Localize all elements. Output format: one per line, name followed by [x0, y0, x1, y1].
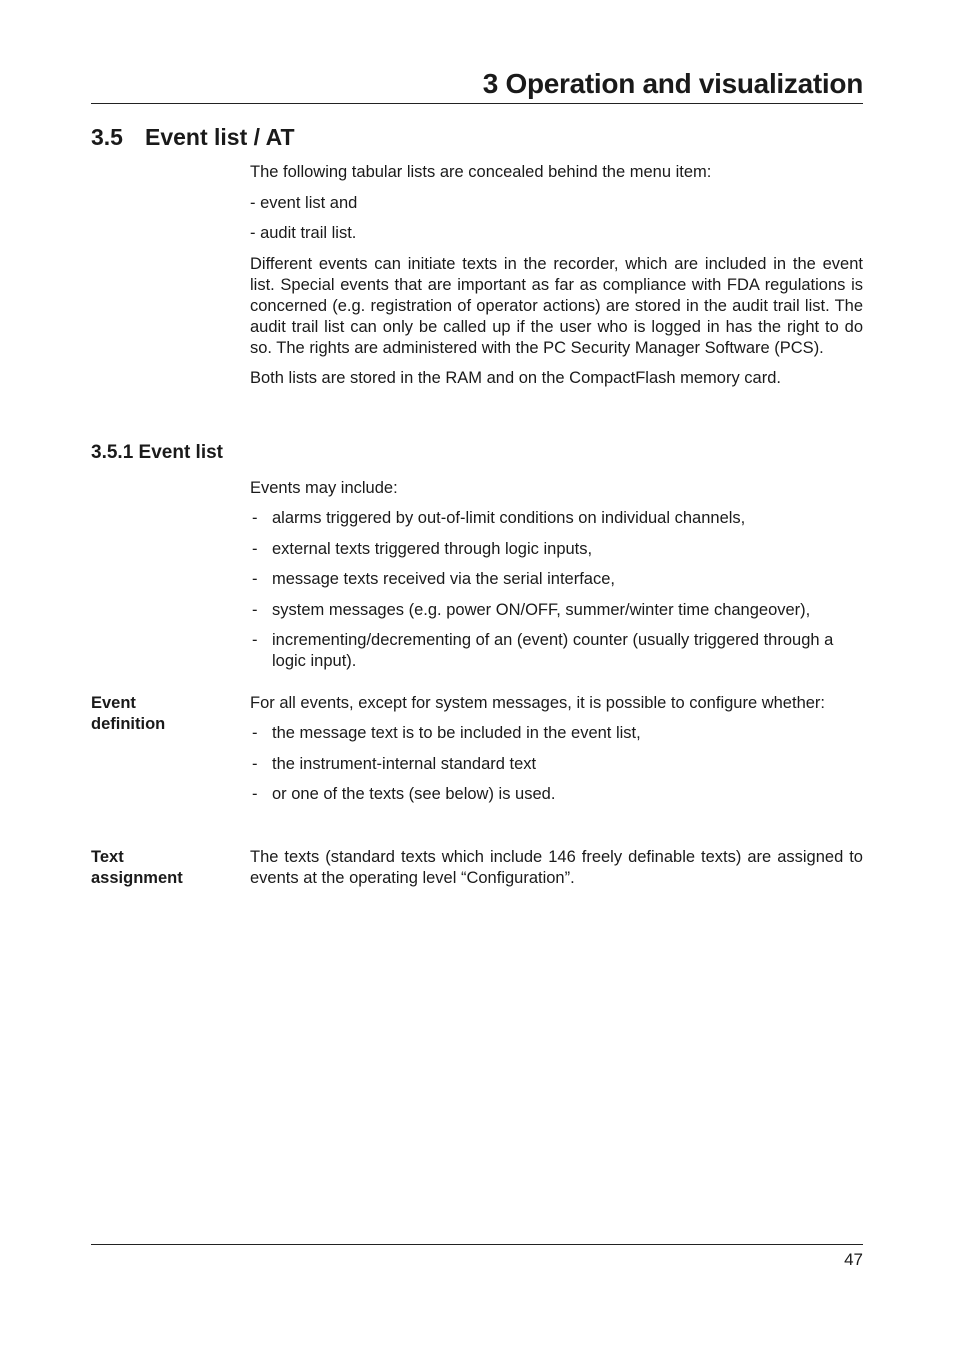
text-assignment-label: Text assignment [91, 848, 183, 887]
event-list-block [250, 478, 863, 672]
footer-divider [91, 1244, 863, 1245]
list-item: - external texts triggered through logic inputs, [250, 539, 863, 560]
section-intro-block [250, 162, 863, 389]
event-definition-label: Event definition [91, 694, 166, 733]
list-item: - message texts received via the serial interface, [250, 569, 863, 590]
paragraph: Different events can initiate texts in the recorder, which are included in the event list. Special events that are important as far as compliance with FDA regulations is concerned (e.g. registration of operator actions) are stored in the audit trail list. The audit trail list can only be called up if the user who is logged in has the right to do so. The rights are administered with the PC Security Manager Software (PCS). [250, 255, 863, 357]
event-definition-block [250, 693, 863, 805]
page-number: 47 [844, 1250, 863, 1269]
event-types-list [250, 508, 863, 672]
subsection-heading: 3.5.1 Event list [91, 442, 224, 463]
paragraph: Both lists are stored in the RAM and on the CompactFlash memory card. [250, 369, 781, 387]
list-item: - alarms triggered by out-of-limit conditions on individual channels, [250, 508, 863, 529]
section-title: Event list / AT [145, 124, 295, 150]
chapter-title: 3 Operation and visualization [482, 68, 863, 99]
header-divider [91, 103, 863, 104]
text-assignment-text: The texts (standard texts which include 146 freely definable texts) are assigned to events at the operating level “Configuration”. [250, 848, 863, 887]
subsection-intro: Events may include: [250, 479, 398, 497]
list-item: - or one of the texts (see below) is used. [250, 784, 863, 805]
list-item: - event list and [250, 194, 358, 212]
event-definition-text: For all events, except for system messages, it is possible to configure whether: [250, 694, 826, 712]
list-item: - incrementing/decrementing of an (event) counter (usually triggered through a logic input). [250, 630, 863, 672]
section-number: 3.5 [91, 124, 123, 150]
section-heading [91, 122, 295, 152]
list-item: - system messages (e.g. power ON/OFF, summer/winter time changeover), [250, 600, 863, 621]
list-item: - audit trail list. [250, 224, 357, 242]
text-assignment-block [250, 847, 863, 889]
event-definition-list [250, 723, 863, 805]
list-item: - the instrument-internal standard text [250, 754, 863, 775]
list-item: - the message text is to be included in the event list, [250, 723, 863, 744]
section-intro: The following tabular lists are concealed behind the menu item: [250, 163, 712, 181]
